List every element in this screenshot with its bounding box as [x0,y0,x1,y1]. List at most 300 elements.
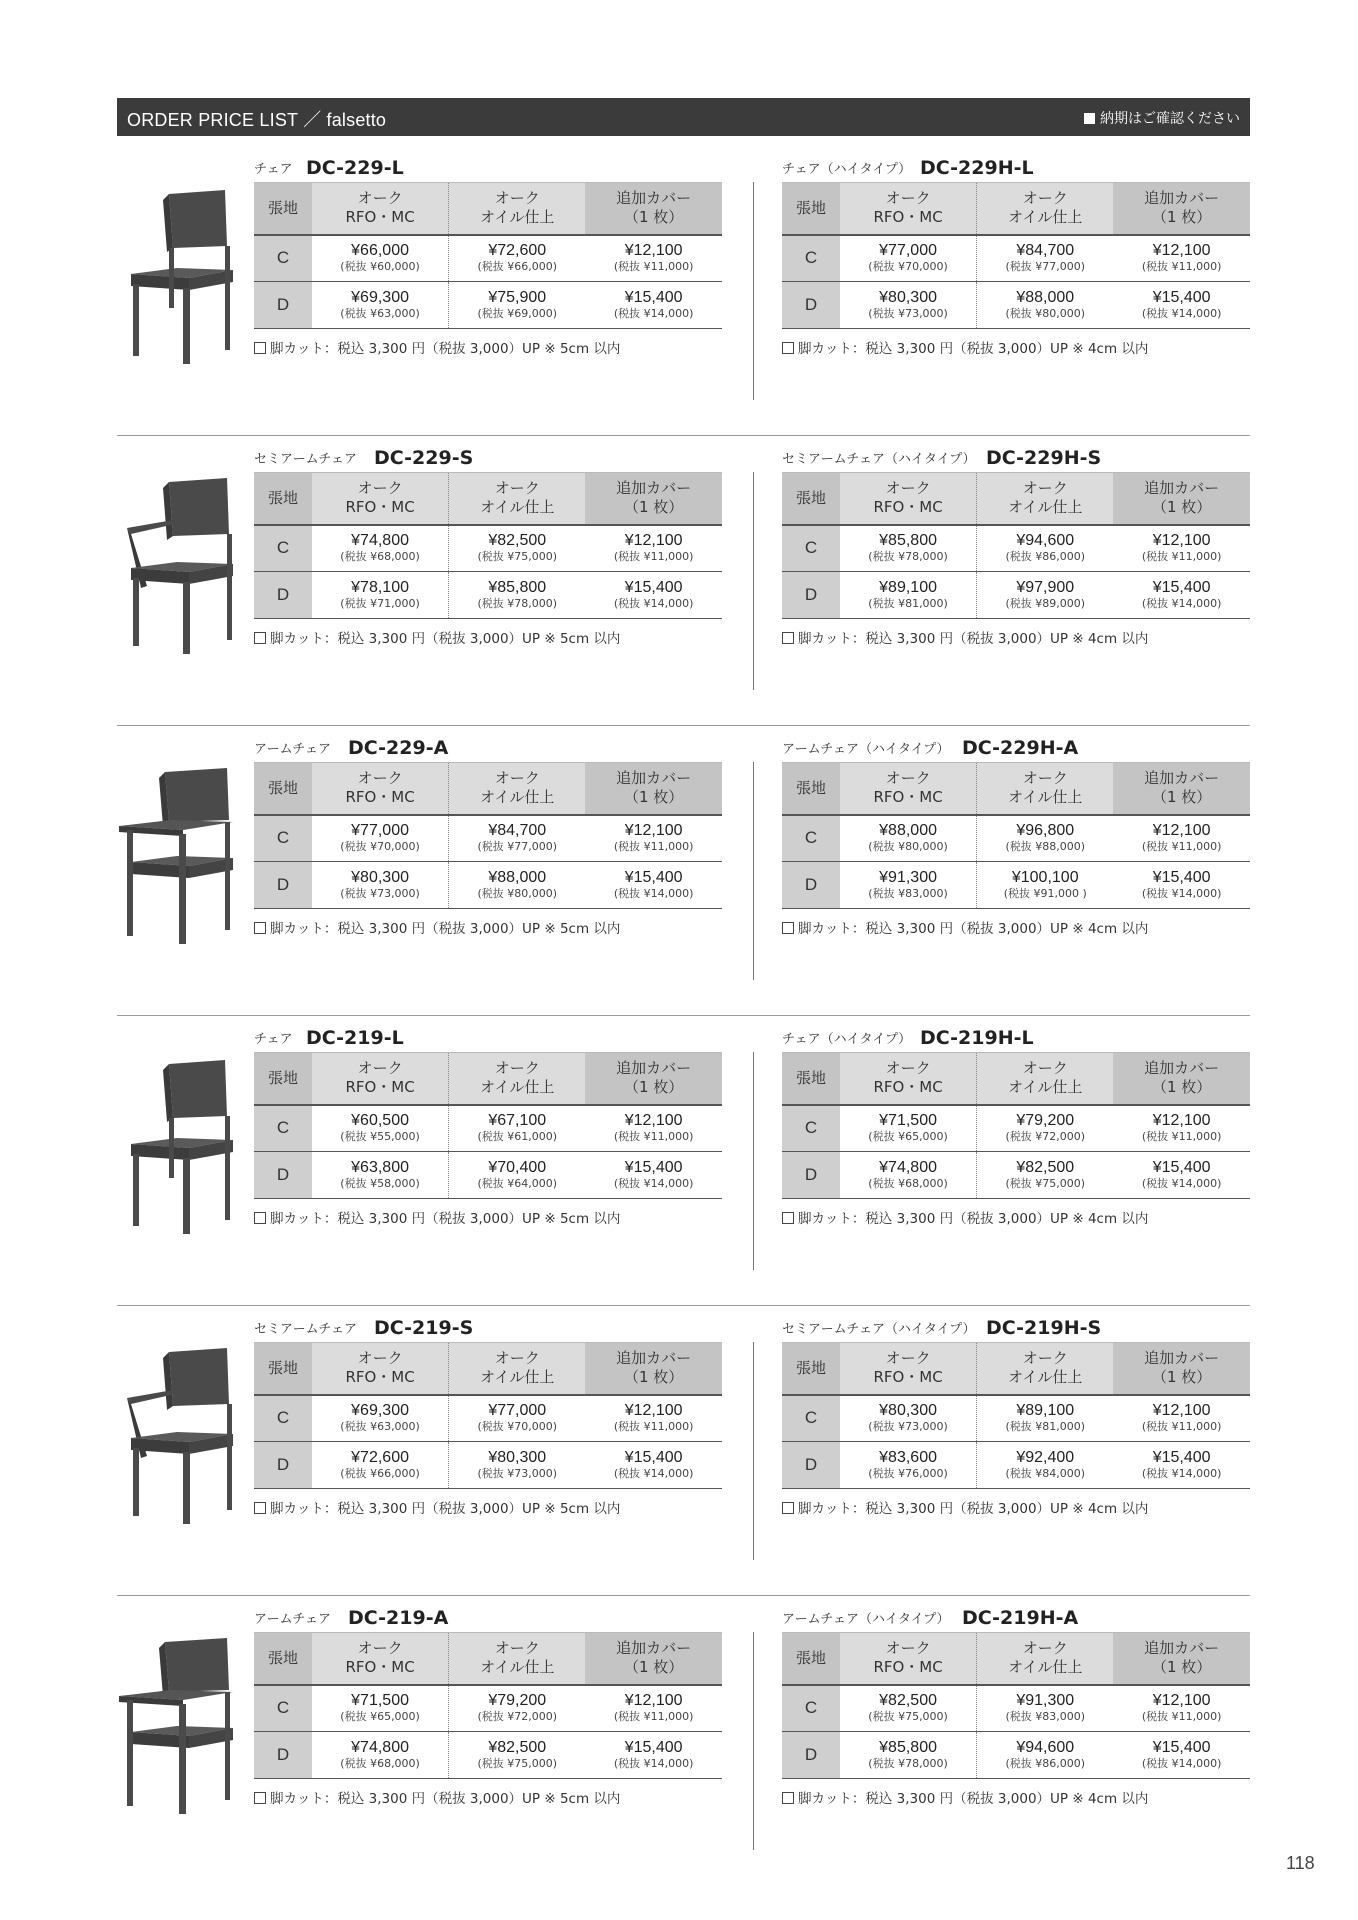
oak-oil-header [977,1053,1114,1105]
price-cell-oak1 [312,235,449,282]
price-tax-excluded: (税抜 ¥73,000) [868,1420,948,1434]
price-tax-excluded: (税抜 ¥11,000) [1141,1420,1222,1434]
price-tax-included: ¥78,100 [351,579,409,596]
price-tax-excluded: (税抜 ¥75,000) [477,1757,558,1770]
price-tax-excluded: (税抜 ¥66,000) [340,1467,420,1480]
oak-oil-header-line2: オイル仕上 [480,1658,555,1677]
column-separator [753,1052,754,1270]
price-cell-cover [585,1685,722,1732]
product-section [117,436,1250,726]
table-row [782,1732,1250,1779]
price-tax-included: ¥96,800 [1016,822,1075,840]
column-separator [753,182,754,400]
price-tax-included: ¥12,100 [624,1112,683,1130]
leg-cut-note [782,337,1250,357]
price-tax-included: ¥74,800 [351,1739,409,1756]
oak-rfo-header-line2: RFO・MC [345,1078,415,1097]
price-tax-excluded: (税抜 ¥14,000) [1141,887,1222,900]
fabric-grade: D [254,282,312,329]
price-tax-included: ¥82,500 [1016,1159,1075,1176]
oak-rfo-header-line2: RFO・MC [873,498,943,517]
table-row [782,282,1250,329]
price-cell-cover [585,282,722,329]
table-row [782,235,1250,282]
price-tax-included: ¥15,400 [1152,1449,1211,1466]
price-table [782,1342,1250,1489]
product-category: セミアームチェア（ハイタイプ） [782,452,976,467]
fabric-header: 張地 [254,1633,312,1685]
cover-header-line2: （1 枚） [1152,788,1212,807]
price-tax-included: ¥89,100 [879,579,937,596]
oak-rfo-header-line2: RFO・MC [873,1078,943,1097]
oak-oil-header [449,1053,586,1105]
price-cell-oak1 [840,815,977,862]
product-label [254,726,722,762]
price-tax-included: ¥15,400 [624,1449,683,1466]
product-label [254,1306,722,1342]
price-block-left [254,1306,722,1517]
column-separator [753,762,754,980]
oak-rfo-header-line1: オーク [885,769,931,788]
price-tax-included: ¥83,600 [879,1449,937,1466]
cover-header-line1: 追加カバー [616,1349,692,1368]
price-tax-included: ¥72,600 [351,1449,409,1466]
price-tax-excluded: (税抜 ¥76,000) [868,1467,948,1480]
model-number: DC-229H-A [962,737,1079,759]
oak-oil-header [977,763,1114,815]
price-tax-excluded: (税抜 ¥11,000) [613,1420,694,1434]
price-tax-excluded: (税抜 ¥11,000) [1141,260,1222,274]
oak-rfo-header-line1: オーク [357,1349,403,1368]
table-header-row [782,1633,1250,1685]
price-cell-cover [1113,1105,1250,1152]
fabric-grade: C [782,525,840,572]
oak-rfo-header-line2: RFO・MC [345,498,415,517]
price-tax-included: ¥12,100 [624,1692,683,1710]
product-label [782,1306,1250,1342]
fabric-grade: D [254,572,312,619]
price-block-right [782,436,1250,647]
oak-oil-header-line2: オイル仕上 [480,788,555,807]
price-tax-excluded: (税抜 ¥77,000) [477,840,558,854]
price-tax-excluded: (税抜 ¥78,000) [868,1757,948,1770]
price-cell-oak1 [840,282,977,329]
price-tax-excluded: (税抜 ¥70,000) [477,1420,558,1434]
oak-oil-header-line1: オーク [494,189,540,208]
price-tax-included: ¥67,100 [488,1112,547,1130]
oak-oil-header-line1: オーク [1022,769,1068,788]
price-cell-oak2 [977,235,1114,282]
product-category: チェア（ハイタイプ） [782,1032,912,1047]
cover-header-line2: （1 枚） [624,498,684,517]
price-tax-included: ¥79,200 [1016,1112,1075,1130]
price-tax-included: ¥80,300 [879,1402,937,1420]
price-tax-excluded: (税抜 ¥11,000) [613,1710,694,1724]
table-header-row [782,473,1250,525]
fabric-header: 張地 [254,183,312,235]
chair-image [117,186,237,366]
leg-cut-note-text: 脚カット：税込 3,300 円（税抜 3,000）UP ※ 5cm 以内 [270,1791,621,1807]
price-tax-excluded: (税抜 ¥88,000) [1005,840,1086,854]
price-tax-excluded: (税抜 ¥83,000) [868,887,948,900]
price-tax-excluded: (税抜 ¥60,000) [340,260,420,274]
product-category: チェア [254,162,293,177]
price-table [782,472,1250,619]
oak-oil-header-line1: オーク [494,1059,540,1078]
oak-rfo-header [840,473,977,525]
price-tax-included: ¥97,900 [1016,579,1075,596]
checkbox-square-icon [254,1212,266,1224]
price-tax-excluded: (税抜 ¥91,000 ) [1003,887,1087,900]
price-block-left [254,436,722,647]
price-tax-excluded: (税抜 ¥73,000) [477,1467,558,1480]
fabric-grade: D [254,1732,312,1779]
chair-image [117,1346,237,1526]
price-cell-cover [585,1442,722,1489]
price-tax-included: ¥72,600 [488,242,547,260]
oak-oil-header-line2: オイル仕上 [480,1078,555,1097]
price-cell-oak2 [977,525,1114,572]
model-number: DC-219H-S [986,1317,1102,1339]
cover-header [585,1053,722,1105]
fabric-header: 張地 [782,473,840,525]
oak-rfo-header-line1: オーク [885,1639,931,1658]
oak-oil-header [449,183,586,235]
price-tax-excluded: (税抜 ¥58,000) [340,1177,420,1190]
price-tax-included: ¥88,000 [1016,289,1075,306]
price-tax-excluded: (税抜 ¥11,000) [613,1130,694,1144]
oak-oil-header-line2: オイル仕上 [1008,498,1083,517]
fabric-grade: D [782,572,840,619]
table-row [254,282,722,329]
price-tax-excluded: (税抜 ¥81,000) [1005,1420,1086,1434]
price-tax-included: ¥85,800 [879,532,937,550]
price-tax-excluded: (税抜 ¥71,000) [340,597,420,610]
price-cell-oak1 [840,1442,977,1489]
price-tax-included: ¥12,100 [624,242,683,260]
model-number: DC-229-S [374,447,474,469]
price-tax-included: ¥94,600 [1016,1739,1075,1756]
price-table [782,1632,1250,1779]
price-cell-oak1 [312,1685,449,1732]
product-category: アームチェア（ハイタイプ） [782,742,950,757]
oak-rfo-header [840,1053,977,1105]
oak-oil-header-line1: オーク [1022,189,1068,208]
table-row [254,1732,722,1779]
price-cell-oak2 [977,1732,1114,1779]
price-tax-excluded: (税抜 ¥69,000) [477,307,558,320]
table-row [782,862,1250,909]
table-row [254,815,722,862]
table-row [254,1442,722,1489]
product-category: チェア [254,1032,293,1047]
price-cell-cover [1113,525,1250,572]
price-tax-included: ¥60,500 [351,1112,409,1130]
oak-oil-header-line2: オイル仕上 [1008,208,1083,227]
price-tax-included: ¥12,100 [1152,242,1211,260]
cover-header-line1: 追加カバー [616,189,692,208]
leg-cut-note-text: 脚カット：税込 3,300 円（税抜 3,000）UP ※ 5cm 以内 [270,341,621,357]
product-label [782,1596,1250,1632]
cover-header-line2: （1 枚） [624,1078,684,1097]
price-tax-excluded: (税抜 ¥63,000) [340,307,420,320]
price-tax-included: ¥12,100 [624,1402,683,1420]
cover-header-line1: 追加カバー [616,1639,692,1658]
oak-rfo-header-line1: オーク [357,1059,403,1078]
price-tax-included: ¥85,800 [488,579,547,596]
price-cell-oak2 [977,1685,1114,1732]
fabric-header: 張地 [254,473,312,525]
table-header-row [782,183,1250,235]
checkbox-square-icon [254,922,266,934]
product-category: アームチェア [254,1612,331,1627]
oak-rfo-header-line1: オーク [885,1349,931,1368]
price-tax-excluded: (税抜 ¥70,000) [868,260,948,274]
price-tax-excluded: (税抜 ¥11,000) [1141,840,1222,854]
product-section [117,1596,1250,1886]
oak-rfo-header-line1: オーク [357,189,403,208]
price-cell-cover [1113,1442,1250,1489]
price-block-right [782,726,1250,937]
product-label [782,1016,1250,1052]
cover-header-line2: （1 枚） [624,788,684,807]
price-cell-oak1 [312,815,449,862]
leg-cut-note-text: 脚カット：税込 3,300 円（税抜 3,000）UP ※ 4cm 以内 [798,1501,1149,1517]
price-tax-included: ¥15,400 [1152,289,1211,306]
table-header-row [782,1053,1250,1105]
table-row [254,862,722,909]
price-cell-oak2 [449,572,586,619]
price-tax-excluded: (税抜 ¥68,000) [340,1757,420,1770]
oak-oil-header-line2: オイル仕上 [480,208,555,227]
price-cell-oak2 [977,1395,1114,1442]
model-number: DC-219H-L [920,1027,1034,1049]
column-separator [753,472,754,690]
price-tax-excluded: (税抜 ¥14,000) [1141,1177,1222,1190]
product-label [254,1596,722,1632]
price-cell-oak1 [312,1152,449,1199]
price-cell-cover [585,235,722,282]
checkbox-square-icon [782,1792,794,1804]
leg-cut-note [254,917,722,937]
oak-rfo-header-line2: RFO・MC [873,1658,943,1677]
price-tax-excluded: (税抜 ¥73,000) [340,887,420,900]
price-tax-included: ¥91,300 [1016,1692,1075,1710]
price-cell-oak2 [449,1395,586,1442]
table-row [782,1442,1250,1489]
cover-header-line1: 追加カバー [616,479,692,498]
leg-cut-note-text: 脚カット：税込 3,300 円（税抜 3,000）UP ※ 4cm 以内 [798,921,1149,937]
price-tax-excluded: (税抜 ¥14,000) [1141,1757,1222,1770]
fabric-header: 張地 [782,1633,840,1685]
product-section [117,726,1250,1016]
price-tax-included: ¥77,000 [488,1402,547,1420]
price-table [254,1632,722,1779]
price-tax-excluded: (税抜 ¥14,000) [613,307,694,320]
product-label [782,146,1250,182]
price-cell-cover [1113,862,1250,909]
oak-rfo-header-line2: RFO・MC [873,788,943,807]
price-cell-cover [585,525,722,572]
price-cell-oak2 [449,1152,586,1199]
cover-header-line1: 追加カバー [1144,1059,1220,1078]
model-number: DC-229H-S [986,447,1102,469]
oak-rfo-header-line1: オーク [357,479,403,498]
price-tax-excluded: (税抜 ¥70,000) [340,840,420,854]
price-tax-excluded: (税抜 ¥86,000) [1005,550,1086,564]
price-cell-oak1 [312,1732,449,1779]
table-row [254,1685,722,1732]
price-tax-included: ¥84,700 [488,822,547,840]
fabric-grade: C [782,815,840,862]
fabric-grade: D [782,862,840,909]
price-block-left [254,1016,722,1227]
table-header-row [254,183,722,235]
price-table [782,1052,1250,1199]
price-tax-excluded: (税抜 ¥80,000) [477,887,558,900]
header-bar [117,98,1250,136]
leg-cut-note-text: 脚カット：税込 3,300 円（税抜 3,000）UP ※ 4cm 以内 [798,1791,1149,1807]
page-title: ORDER PRICE LIST ／ falsetto [127,110,387,130]
price-tax-included: ¥88,000 [879,822,937,840]
price-cell-oak1 [840,1395,977,1442]
price-cell-oak2 [449,815,586,862]
price-block-right [782,1306,1250,1517]
cover-header [1113,473,1250,525]
oak-rfo-header-line1: オーク [885,479,931,498]
price-cell-oak2 [977,815,1114,862]
price-tax-included: ¥15,400 [624,869,683,886]
price-table [254,472,722,619]
checkbox-square-icon [782,1502,794,1514]
price-tax-excluded: (税抜 ¥14,000) [1141,307,1222,320]
price-cell-cover [1113,572,1250,619]
price-tax-included: ¥85,800 [879,1739,937,1756]
cover-header-line2: （1 枚） [624,208,684,227]
price-tax-excluded: (税抜 ¥72,000) [477,1710,558,1724]
oak-oil-header [977,1633,1114,1685]
price-cell-oak1 [840,1685,977,1732]
price-tax-included: ¥74,800 [351,532,409,550]
price-cell-oak1 [840,1152,977,1199]
leg-cut-note [782,627,1250,647]
table-header-row [254,763,722,815]
oak-oil-header-line1: オーク [494,479,540,498]
price-tax-included: ¥69,300 [351,289,409,306]
leg-cut-note [782,1787,1250,1807]
price-tax-excluded: (税抜 ¥14,000) [613,1757,694,1770]
price-tax-included: ¥12,100 [1152,1692,1211,1710]
header-note [1084,108,1240,128]
price-tax-included: ¥12,100 [624,532,683,550]
price-tax-included: ¥70,400 [488,1159,547,1176]
price-cell-oak1 [840,235,977,282]
cover-header-line2: （1 枚） [1152,1658,1212,1677]
cover-header [1113,1633,1250,1685]
fabric-grade: C [254,1395,312,1442]
oak-rfo-header [312,1633,449,1685]
price-tax-excluded: (税抜 ¥14,000) [613,1467,694,1480]
table-header-row [782,763,1250,815]
price-table [254,1342,722,1489]
price-cell-cover [585,815,722,862]
price-block-left [254,146,722,357]
price-tax-included: ¥15,400 [624,579,683,596]
price-tax-excluded: (税抜 ¥11,000) [1141,550,1222,564]
leg-cut-note [254,1787,722,1807]
square-bullet-icon [1084,113,1095,124]
table-row [254,235,722,282]
price-block-right [782,1016,1250,1227]
cover-header [1113,763,1250,815]
column-separator [753,1342,754,1560]
price-block-left [254,1596,722,1807]
price-tax-excluded: (税抜 ¥86,000) [1005,1757,1086,1770]
price-cell-cover [585,1732,722,1779]
price-tax-included: ¥66,000 [351,242,409,260]
price-tax-excluded: (税抜 ¥68,000) [868,1177,948,1190]
price-cell-oak2 [449,1442,586,1489]
price-tax-included: ¥15,400 [624,1739,683,1756]
price-tax-excluded: (税抜 ¥78,000) [868,550,948,564]
leg-cut-note-text: 脚カット：税込 3,300 円（税抜 3,000）UP ※ 4cm 以内 [798,1211,1149,1227]
price-tax-excluded: (税抜 ¥14,000) [613,1177,694,1190]
fabric-header: 張地 [254,1343,312,1395]
table-row [782,815,1250,862]
fabric-header: 張地 [782,1053,840,1105]
oak-oil-header [449,1633,586,1685]
price-tax-included: ¥71,500 [351,1692,409,1710]
page-number: 118 [1286,1853,1315,1873]
price-tax-excluded: (税抜 ¥14,000) [613,597,694,610]
price-tax-excluded: (税抜 ¥11,000) [613,260,694,274]
price-tax-included: ¥94,600 [1016,532,1075,550]
fabric-grade: D [254,1442,312,1489]
cover-header-line2: （1 枚） [1152,208,1212,227]
oak-oil-header [449,473,586,525]
oak-rfo-header [312,1343,449,1395]
price-tax-included: ¥15,400 [1152,869,1211,886]
price-tax-excluded: (税抜 ¥73,000) [868,307,948,320]
price-block-left [254,726,722,937]
checkbox-square-icon [254,1502,266,1514]
table-row [782,1395,1250,1442]
cover-header [585,1343,722,1395]
fabric-grade: C [254,1105,312,1152]
price-cell-oak1 [312,1105,449,1152]
checkbox-square-icon [254,1792,266,1804]
oak-rfo-header [840,183,977,235]
leg-cut-note-text: 脚カット：税込 3,300 円（税抜 3,000）UP ※ 5cm 以内 [270,1501,621,1517]
price-tax-included: ¥15,400 [624,1159,683,1176]
price-cell-cover [585,862,722,909]
price-cell-cover [585,572,722,619]
fabric-grade: C [254,1685,312,1732]
price-cell-oak2 [977,1152,1114,1199]
checkbox-square-icon [782,342,794,354]
oak-oil-header [977,183,1114,235]
fabric-grade: D [782,1152,840,1199]
leg-cut-note [782,1497,1250,1517]
price-cell-oak2 [449,1105,586,1152]
price-cell-oak1 [840,525,977,572]
cover-header-line1: 追加カバー [1144,1639,1220,1658]
leg-cut-note-text: 脚カット：税込 3,300 円（税抜 3,000）UP ※ 5cm 以内 [270,921,621,937]
price-cell-cover [1113,1685,1250,1732]
product-section [117,1306,1250,1596]
price-cell-cover [585,1152,722,1199]
price-tax-included: ¥12,100 [1152,1112,1211,1130]
